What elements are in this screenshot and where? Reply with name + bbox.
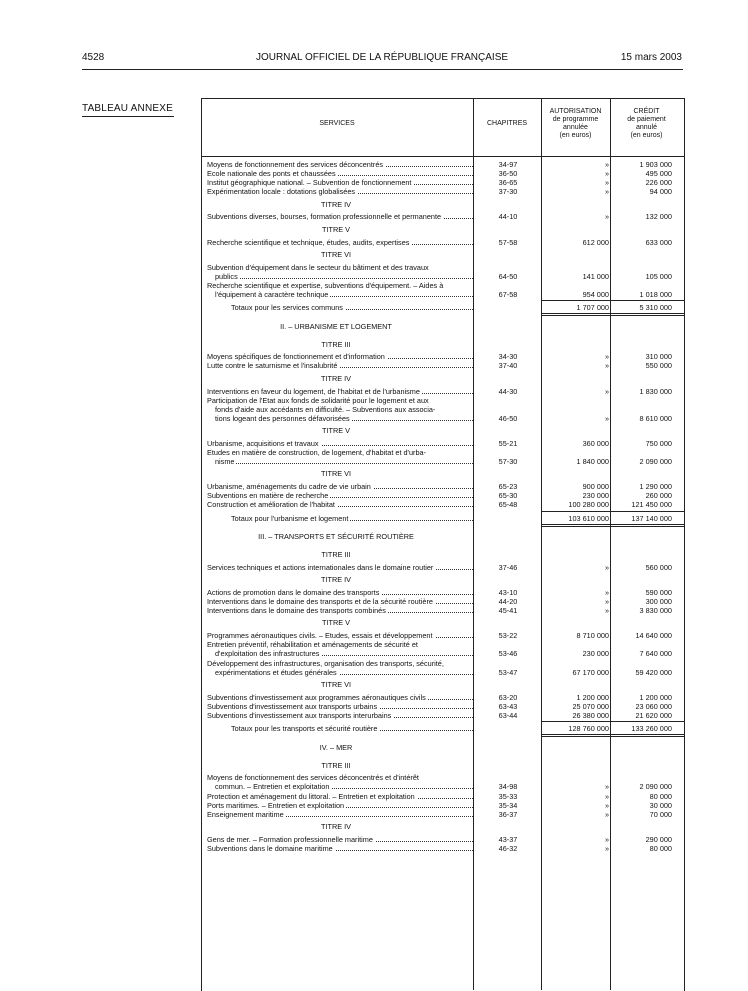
credit-cell: 633 000 (645, 237, 672, 247)
autorisation-cell: 8 710 000 (576, 631, 609, 641)
autorisation-cell: 103 610 000 (568, 513, 609, 523)
credit-cell: 137 140 000 (631, 513, 672, 523)
page-number: 4528 (82, 52, 105, 63)
titre-label (201, 575, 473, 584)
credit-cell: 1 290 000 (639, 482, 672, 492)
service-label (207, 263, 473, 272)
chapitre-cell: 45-41 (498, 606, 518, 616)
service-label (231, 514, 473, 523)
credit-cell: 226 000 (645, 178, 672, 188)
autorisation-cell: » (604, 606, 609, 616)
heading-text: TITRE IV (321, 575, 351, 585)
autorisation-cell: » (604, 834, 609, 844)
column-divider (541, 98, 542, 990)
autorisation-cell: 1 200 000 (576, 692, 609, 702)
credit-cell: 80 000 (649, 791, 672, 801)
service-text: Interventions dans le domaine des transports et de la sécurité routière (207, 597, 433, 606)
service-label (207, 187, 473, 196)
service-text: d'exploitation des infrastructures (215, 649, 320, 659)
credit-cell: 2 090 000 (639, 782, 672, 792)
column-divider (610, 98, 611, 990)
titre-label (201, 469, 473, 478)
autorisation-cell: 900 000 (582, 482, 609, 492)
col-header-autorisation (541, 108, 610, 140)
chapitre-cell: 44-10 (498, 212, 518, 222)
credit-cell: 1 903 000 (639, 160, 672, 169)
service-label (207, 597, 473, 606)
chapitre-cell: 53-47 (498, 667, 518, 677)
service-text: Moyens de fonctionnement des services déconcentrés (207, 160, 384, 169)
autorisation-cell: 67 170 000 (572, 667, 609, 677)
total-top-rule (541, 721, 684, 722)
autorisation-cell: » (604, 169, 609, 179)
heading-text: TITRE III (321, 760, 351, 770)
credit-cell: 21 620 000 (635, 710, 672, 720)
service-text: Urbanisme, acquisitions et travaux (207, 438, 319, 448)
titre-label (201, 250, 473, 259)
service-label (231, 303, 473, 312)
heading-text: TITRE VI (321, 679, 351, 689)
service-label (207, 835, 473, 844)
service-label (207, 588, 473, 597)
col-header-line: AUTORISATION (549, 108, 602, 115)
chapitre-cell: 36-65 (498, 178, 518, 188)
credit-cell: 750 000 (645, 438, 672, 448)
titre-label (201, 680, 473, 689)
col-header-line: (en euros) (559, 132, 592, 139)
heading-text: TITRE IV (321, 199, 351, 209)
credit-cell: 290 000 (645, 834, 672, 844)
credit-cell: 8 610 000 (639, 413, 672, 423)
service-text: fonds d'aide aux accédants en difficulté. – Subventions aux associa- (215, 404, 436, 414)
titre-label (201, 225, 473, 234)
chapitre-cell: 55-21 (498, 438, 518, 448)
heading-text: TITRE IV (321, 822, 351, 831)
service-text: Ports maritimes. – Entretien et exploitation (207, 800, 345, 810)
autorisation-cell: » (604, 413, 609, 423)
autorisation-cell: » (604, 800, 609, 810)
total-bottom-rule (541, 734, 684, 737)
service-text: Moyens spécifiques de fonctionnement et d'information (207, 352, 385, 362)
autorisation-cell: » (604, 160, 609, 169)
service-label (215, 414, 473, 423)
autorisation-cell: 128 760 000 (568, 724, 609, 733)
chapitre-cell: 34-98 (498, 782, 518, 792)
credit-cell: 1 018 000 (639, 289, 672, 299)
autorisation-cell: 954 000 (582, 289, 609, 299)
service-label (207, 396, 473, 405)
service-text: Développement des infrastructures, organisation des transports, sécurité, (207, 658, 444, 668)
autorisation-cell: » (604, 587, 609, 597)
service-text: Interventions en faveur du logement, de l'habitat et de l'urbanisme (207, 386, 420, 396)
service-label (215, 457, 473, 466)
service-label (207, 693, 473, 702)
service-label (207, 448, 473, 457)
chapitre-cell: 46-32 (498, 843, 518, 853)
chapitre-cell: 67-58 (498, 289, 518, 299)
autorisation-cell: 230 000 (582, 649, 609, 659)
chapitre-cell: 53-46 (498, 649, 518, 659)
service-text: Moyens de fonctionnement des services déconcentrés et d'intérêt (207, 773, 419, 783)
col-header-chapitres: CHAPITRES (486, 120, 528, 127)
service-label (207, 711, 473, 720)
service-label (207, 439, 473, 448)
chapitre-cell: 34-30 (498, 352, 518, 362)
titre-label (201, 340, 473, 349)
credit-cell: 310 000 (645, 352, 672, 362)
titre-label (201, 374, 473, 383)
col-header-line: annulée (563, 124, 588, 131)
chapitre-cell: 65-48 (498, 500, 518, 510)
heading-text: TITRE V (322, 618, 350, 628)
heading-text: III. – TRANSPORTS ET SÉCURITÉ ROUTIÈRE (258, 532, 414, 541)
credit-cell: 105 000 (645, 271, 672, 281)
autorisation-cell: 230 000 (582, 491, 609, 501)
service-label (207, 563, 473, 572)
total-top-rule (541, 300, 684, 301)
service-text: commun. – Entretien et exploitation (215, 782, 330, 792)
credit-cell: 1 200 000 (639, 692, 672, 702)
annex-label: TABLEAU ANNEXE (82, 103, 173, 114)
service-text: Enseignement maritime (207, 809, 284, 819)
service-text: Services techniques et actions internationales dans le domaine routier (207, 562, 434, 572)
autorisation-cell: » (604, 809, 609, 819)
service-label (207, 387, 473, 396)
service-text: Etudes en matière de construction, de logement, d'habitat et d'urba- (207, 448, 426, 457)
autorisation-cell: 141 000 (582, 271, 609, 281)
heading-text: TITRE V (322, 426, 350, 436)
heading-text: TITRE VI (321, 249, 351, 259)
heading-text: TITRE III (321, 339, 351, 349)
chapitre-cell: 63-43 (498, 701, 518, 711)
credit-cell: 550 000 (645, 361, 672, 371)
chapitre-cell: 35-33 (498, 791, 518, 801)
credit-cell: 2 090 000 (639, 457, 672, 467)
credit-cell: 80 000 (649, 843, 672, 853)
service-label (215, 290, 473, 299)
credit-cell: 300 000 (645, 597, 672, 606)
col-header-services: SERVICES (319, 120, 355, 127)
credit-cell: 94 000 (649, 187, 672, 197)
service-label (207, 631, 473, 640)
service-text: Totaux pour les transports et sécurité routière (231, 724, 378, 733)
chapitre-cell: 46-50 (498, 413, 518, 423)
credit-cell: 560 000 (645, 562, 672, 572)
credit-cell: 5 310 000 (639, 303, 672, 312)
autorisation-cell: 612 000 (582, 237, 609, 247)
service-label (215, 649, 473, 658)
autorisation-cell: 360 000 (582, 438, 609, 448)
autorisation-cell: » (604, 843, 609, 853)
service-label (207, 491, 473, 500)
service-label (207, 212, 473, 221)
service-text: Lutte contre le saturnisme et l'insalubrité (207, 361, 338, 371)
service-text: Entretien préventif, réhabilitation et aménagements de sécurité et (207, 640, 418, 650)
titre-label (201, 761, 473, 770)
autorisation-cell: 25 070 000 (572, 701, 609, 711)
chapitre-cell: 43-37 (498, 834, 518, 844)
autorisation-cell: » (604, 782, 609, 792)
service-label (207, 702, 473, 711)
service-text: publics (215, 271, 238, 281)
service-text: Subventions dans le domaine maritime (207, 843, 333, 853)
chapitre-cell: 57-58 (498, 237, 518, 247)
service-text: Totaux pour l'urbanisme et logement (231, 513, 349, 523)
service-label (207, 792, 473, 801)
credit-cell: 260 000 (645, 491, 672, 501)
service-text: Institut géographique national. – Subvention de fonctionnement (207, 178, 412, 188)
service-label (207, 801, 473, 810)
credit-cell: 14 640 000 (635, 631, 672, 641)
credit-cell: 70 000 (649, 809, 672, 819)
service-text: Protection et aménagement du littoral. – Entretien et exploitation (207, 791, 415, 801)
column-divider (473, 98, 474, 990)
credit-cell: 59 420 000 (635, 667, 672, 677)
col-header-line: de programme (552, 116, 599, 123)
service-label (207, 178, 473, 187)
service-text: Subventions diverses, bourses, formation professionnelle et permanente (207, 212, 442, 222)
chapitre-cell: 36-50 (498, 169, 518, 179)
credit-cell: 121 450 000 (631, 500, 672, 510)
total-bottom-rule (541, 313, 684, 316)
col-header-line: annulé (635, 124, 658, 131)
autorisation-cell: » (604, 178, 609, 188)
service-label (215, 405, 473, 414)
service-label (215, 782, 473, 791)
credit-cell: 3 830 000 (639, 606, 672, 616)
service-label (207, 169, 473, 178)
credit-cell: 1 830 000 (639, 386, 672, 396)
service-label (207, 606, 473, 615)
credit-cell: 495 000 (645, 169, 672, 179)
autorisation-cell: » (604, 352, 609, 362)
service-label (207, 482, 473, 491)
service-label (207, 352, 473, 361)
service-label (207, 640, 473, 649)
titre-label (201, 618, 473, 627)
autorisation-cell: » (604, 597, 609, 606)
chapitre-cell: 65-30 (498, 491, 518, 501)
service-text: Subvention d'équipement dans le secteur du bâtiment et des travaux (207, 262, 429, 272)
chapitre-cell: 37-40 (498, 361, 518, 371)
service-label (207, 810, 473, 819)
service-text: l'équipement à caractère technique (215, 289, 329, 299)
chapitre-cell: 44-30 (498, 386, 518, 396)
header-divider (201, 156, 684, 157)
chapitre-cell: 37-46 (498, 562, 518, 572)
chapitre-cell: 36-37 (498, 809, 518, 819)
chapitre-cell: 44-20 (498, 597, 518, 606)
service-text: nisme (215, 457, 235, 467)
service-text: Totaux pour les services communs (231, 303, 343, 312)
header-rule (82, 69, 683, 70)
autorisation-cell: » (604, 361, 609, 371)
service-label (231, 724, 473, 733)
autorisation-cell: » (604, 187, 609, 197)
chapitre-cell: 63-20 (498, 692, 518, 702)
credit-cell: 30 000 (649, 800, 672, 810)
chapitre-cell: 43-10 (498, 587, 518, 597)
heading-text: TITRE VI (321, 469, 351, 479)
service-text: Programmes aéronautiques civils. – Etudes, essais et développement (207, 631, 433, 641)
service-text: tions logeant des personnes défavorisées (215, 413, 350, 423)
chapitre-cell: 34-97 (498, 160, 518, 169)
journal-title: JOURNAL OFFICIEL DE LA RÉPUBLIQUE FRANÇAISE (255, 52, 509, 63)
chapitre-cell: 64-50 (498, 271, 518, 281)
service-text: Participation de l'Etat aux fonds de solidarité pour le logement et aux (207, 395, 429, 405)
service-label (207, 844, 473, 853)
service-label (207, 659, 473, 668)
chapitre-cell: 53-22 (498, 631, 518, 641)
section-label (201, 532, 473, 541)
publication-date: 15 mars 2003 (620, 52, 682, 63)
service-text: Recherche scientifique et expertise, subventions d'équipement. – Aides à (207, 280, 444, 290)
service-text: Ecole nationale des ponts et chaussées (207, 169, 336, 179)
total-bottom-rule (541, 524, 684, 527)
heading-text: II. – URBANISME ET LOGEMENT (280, 321, 392, 331)
service-text: Subventions d'investissement aux transports interurbains (207, 710, 392, 720)
service-text: Interventions dans le domaine des transports combinés (207, 606, 386, 616)
chapitre-cell: 35-34 (498, 800, 518, 810)
service-label (207, 160, 473, 169)
chapitre-cell: 57-30 (498, 457, 518, 467)
service-label (207, 361, 473, 370)
credit-cell: 7 640 000 (639, 649, 672, 659)
service-text: Subventions d'investissement aux programmes aéronautiques civils (207, 692, 426, 702)
titre-label (201, 426, 473, 435)
heading-text: TITRE III (321, 550, 351, 559)
service-text: expérimentations et études générales (215, 667, 337, 677)
section-label (201, 743, 473, 752)
section-label (201, 322, 473, 331)
autorisation-cell: » (604, 386, 609, 396)
service-label (215, 668, 473, 677)
credit-cell: 590 000 (645, 587, 672, 597)
col-header-line: CRÉDIT (633, 108, 660, 115)
autorisation-cell: 100 280 000 (568, 500, 609, 510)
autorisation-cell: » (604, 562, 609, 572)
service-text: Construction et amélioration de l'habitat (207, 500, 335, 510)
autorisation-cell: 26 380 000 (572, 710, 609, 720)
autorisation-cell: » (604, 791, 609, 801)
service-text: Subventions d'investissement aux transports urbains (207, 701, 378, 711)
service-label (207, 238, 473, 247)
annex-underline (82, 116, 174, 117)
heading-text: TITRE V (322, 224, 350, 234)
service-text: Subventions en matière de recherche (207, 491, 329, 501)
service-text: Urbanisme, aménagements du cadre de vie urbain (207, 482, 371, 492)
autorisation-cell: » (604, 212, 609, 222)
service-label (207, 500, 473, 509)
col-header-credit (610, 108, 683, 140)
service-label (215, 272, 473, 281)
col-header-line: (en euros) (630, 132, 663, 139)
titre-label (201, 822, 473, 831)
heading-text: TITRE IV (321, 373, 351, 383)
service-text: Recherche scientifique et technique, études, audits, expertises (207, 237, 410, 247)
heading-text: IV. – MER (319, 742, 353, 752)
titre-label (201, 550, 473, 559)
credit-cell: 132 000 (645, 212, 672, 222)
service-text: Gens de mer. – Formation professionnelle maritime (207, 834, 373, 844)
chapitre-cell: 63-44 (498, 710, 518, 720)
autorisation-cell: 1 707 000 (576, 303, 609, 312)
col-header-line: de paiement (627, 116, 666, 123)
credit-cell: 133 260 000 (631, 724, 672, 733)
service-text: Expérimentation locale : dotations globalisées (207, 187, 356, 197)
titre-label (201, 200, 473, 209)
chapitre-cell: 37-30 (498, 187, 518, 197)
chapitre-cell: 65-23 (498, 482, 518, 492)
autorisation-cell: 1 840 000 (576, 457, 609, 467)
service-label (207, 773, 473, 782)
total-top-rule (541, 511, 684, 512)
credit-cell: 23 060 000 (635, 701, 672, 711)
service-text: Actions de promotion dans le domaine des transports (207, 587, 380, 597)
service-label (207, 281, 473, 290)
